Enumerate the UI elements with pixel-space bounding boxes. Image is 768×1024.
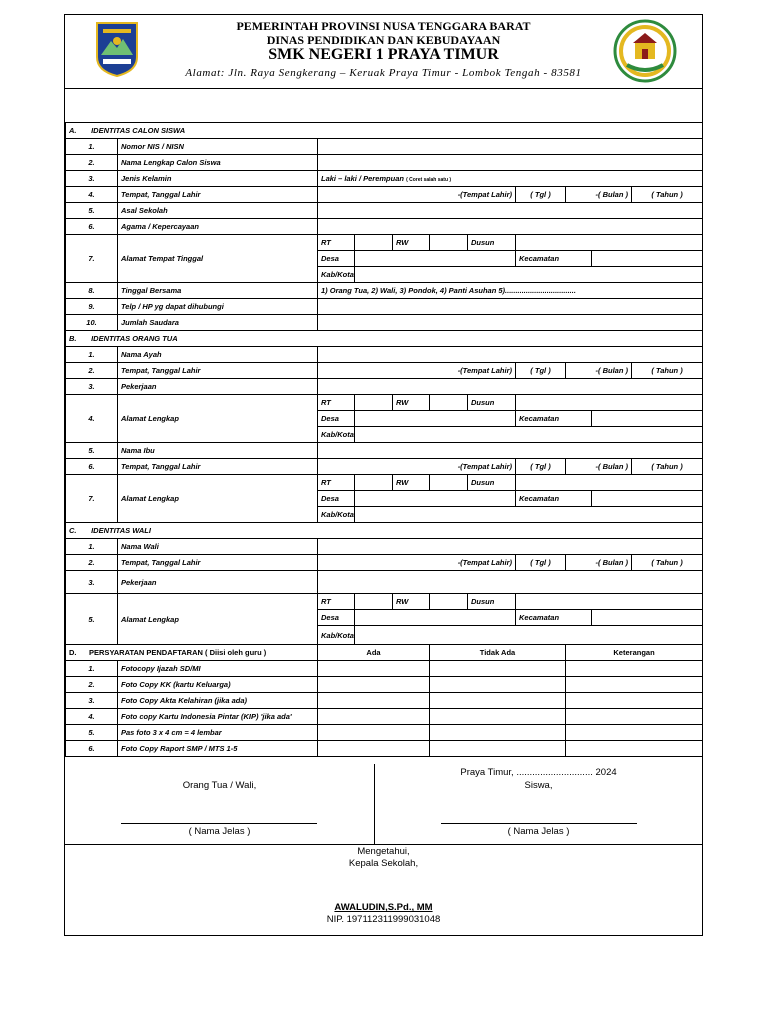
birthplace-field[interactable]: -(Tempat Lahir) bbox=[318, 459, 516, 475]
row-number: 3. bbox=[66, 693, 118, 709]
field-label: Alamat Tempat Tinggal bbox=[118, 235, 318, 283]
student-role-label: Siswa, bbox=[524, 780, 553, 791]
requirement-label: Foto copy Kartu Indonesia Pintar (KIP) 'jika ada' bbox=[118, 709, 318, 725]
ada-checkbox[interactable] bbox=[318, 709, 430, 725]
gender-options: Laki – laki / Perempuan bbox=[321, 174, 404, 183]
gov-line: PEMERINTAH PROVINSI NUSA TENGGARA BARAT bbox=[236, 19, 531, 33]
signature-divider-horizontal bbox=[65, 844, 702, 845]
field-label: Tempat, Tanggal Lahir bbox=[118, 363, 318, 379]
birth-month-field[interactable]: -( Bulan ) bbox=[566, 363, 632, 379]
kecamatan-label: Kecamatan bbox=[516, 251, 592, 267]
table-row bbox=[66, 395, 703, 411]
birth-year-field[interactable]: ( Tahun ) bbox=[632, 459, 703, 475]
desa-label: Desa bbox=[318, 411, 355, 427]
birth-month-field[interactable]: -( Bulan ) bbox=[566, 459, 632, 475]
row-number: 1. bbox=[66, 139, 118, 155]
phone-field[interactable] bbox=[318, 299, 703, 315]
field-label: Nama Ayah bbox=[118, 347, 318, 363]
table-row bbox=[66, 459, 703, 475]
birth-year-field[interactable]: ( Tahun ) bbox=[632, 187, 703, 203]
table-row bbox=[66, 555, 703, 571]
dusun-label: Dusun bbox=[468, 475, 516, 491]
kecamatan-label: Kecamatan bbox=[516, 411, 592, 427]
row-number: 4. bbox=[66, 395, 118, 443]
table-row bbox=[66, 219, 703, 235]
table-row bbox=[66, 594, 703, 610]
table-row bbox=[66, 235, 703, 251]
keterangan-field[interactable] bbox=[566, 741, 703, 757]
rw-label: RW bbox=[393, 594, 430, 610]
birth-day-field[interactable]: ( Tgl ) bbox=[516, 555, 566, 571]
row-number: 3. bbox=[66, 571, 118, 594]
parent-signature-line[interactable] bbox=[121, 823, 317, 824]
field-label: Alamat Lengkap bbox=[118, 395, 318, 443]
living-with-field[interactable]: 1) Orang Tua, 2) Wali, 3) Pondok, 4) Panti Asuhan 5).................................. bbox=[318, 283, 703, 299]
dusun-label: Dusun bbox=[468, 235, 516, 251]
row-number: 7. bbox=[66, 235, 118, 283]
kabkota-label: Kab/Kota bbox=[318, 267, 355, 283]
kabkota-field[interactable] bbox=[355, 427, 703, 443]
row-number: 1. bbox=[66, 661, 118, 677]
birth-day-field[interactable]: ( Tgl ) bbox=[516, 187, 566, 203]
section-d-header bbox=[66, 645, 703, 661]
section-c-title: IDENTITAS WALI bbox=[91, 526, 151, 535]
rt-label: RT bbox=[318, 475, 355, 491]
field-label: Nama Ibu bbox=[118, 443, 318, 459]
row-number: 7. bbox=[66, 475, 118, 523]
requirement-label: Foto Copy Akta Kelahiran (jika ada) bbox=[118, 693, 318, 709]
field-label: Tempat, Tanggal Lahir bbox=[118, 187, 318, 203]
table-row bbox=[66, 741, 703, 757]
keterangan-field[interactable] bbox=[566, 661, 703, 677]
rw-label: RW bbox=[393, 475, 430, 491]
parent-role-label: Orang Tua / Wali, bbox=[182, 780, 257, 791]
section-b-header bbox=[66, 331, 703, 347]
kabkota-field[interactable] bbox=[355, 267, 703, 283]
kabkota-field[interactable] bbox=[355, 626, 703, 645]
kecamatan-field[interactable] bbox=[592, 491, 703, 507]
ada-checkbox[interactable] bbox=[318, 677, 430, 693]
desa-field[interactable] bbox=[355, 411, 516, 427]
rt-field[interactable] bbox=[355, 235, 393, 251]
table-row bbox=[66, 203, 703, 219]
table-row bbox=[66, 347, 703, 363]
row-number: 2. bbox=[66, 155, 118, 171]
ada-checkbox[interactable] bbox=[318, 693, 430, 709]
rw-label: RW bbox=[393, 235, 430, 251]
birth-day-field[interactable]: ( Tgl ) bbox=[516, 459, 566, 475]
kecamatan-field[interactable] bbox=[592, 411, 703, 427]
row-number: 2. bbox=[66, 677, 118, 693]
dusun-field[interactable] bbox=[516, 594, 703, 610]
table-row bbox=[66, 677, 703, 693]
mother-name-field[interactable] bbox=[318, 443, 703, 459]
birth-year-field[interactable]: ( Tahun ) bbox=[632, 363, 703, 379]
full-name-field[interactable] bbox=[318, 155, 703, 171]
birth-year-field[interactable]: ( Tahun ) bbox=[632, 555, 703, 571]
row-number: 3. bbox=[66, 171, 118, 187]
school-name: SMK NEGERI 1 PRAYA TIMUR bbox=[268, 46, 499, 63]
table-row bbox=[66, 661, 703, 677]
rw-field[interactable] bbox=[430, 235, 468, 251]
dusun-label: Dusun bbox=[468, 395, 516, 411]
row-number: 1. bbox=[66, 539, 118, 555]
table-row bbox=[66, 155, 703, 171]
form-frame bbox=[64, 14, 703, 936]
field-label: Jumlah Saudara bbox=[118, 315, 318, 331]
guardian-job-field[interactable] bbox=[318, 571, 703, 594]
nisn-field[interactable] bbox=[318, 139, 703, 155]
letterhead bbox=[65, 15, 702, 87]
ada-checkbox[interactable] bbox=[318, 725, 430, 741]
section-b-title: IDENTITAS ORANG TUA bbox=[91, 334, 178, 343]
parent-name-label: ( Nama Jelas ) bbox=[188, 826, 251, 837]
table-row bbox=[66, 315, 703, 331]
field-label: Alamat Lengkap bbox=[118, 594, 318, 645]
siblings-field[interactable] bbox=[318, 315, 703, 331]
kabkota-label: Kab/Kota bbox=[318, 427, 355, 443]
field-label: Nomor NIS / NISN bbox=[118, 139, 318, 155]
row-number: 6. bbox=[66, 741, 118, 757]
school-logo bbox=[613, 19, 677, 88]
ada-checkbox[interactable] bbox=[318, 741, 430, 757]
registration-table bbox=[65, 122, 703, 757]
field-label: Pekerjaan bbox=[118, 379, 318, 395]
tidak-ada-checkbox[interactable] bbox=[430, 741, 566, 757]
requirement-label: Foto Copy KK (kartu Keluarga) bbox=[118, 677, 318, 693]
section-a-letter: A. bbox=[69, 126, 77, 135]
birth-month-field[interactable]: -( Bulan ) bbox=[566, 555, 632, 571]
row-number: 2. bbox=[66, 363, 118, 379]
rw-label: RW bbox=[393, 395, 430, 411]
field-label: Asal Sekolah bbox=[118, 203, 318, 219]
table-row bbox=[66, 187, 703, 203]
section-d-letter: D. bbox=[69, 648, 77, 657]
headmaster-name: AWALUDIN,S.Pd., MM bbox=[334, 902, 433, 913]
row-number: 9. bbox=[66, 299, 118, 315]
requirement-label: Fotocopy Ijazah SD/MI bbox=[118, 661, 318, 677]
keterangan-field[interactable] bbox=[566, 725, 703, 741]
gender-note: ( Coret salah satu ) bbox=[406, 177, 452, 183]
desa-field[interactable] bbox=[355, 251, 516, 267]
row-number: 5. bbox=[66, 443, 118, 459]
table-row bbox=[66, 443, 703, 459]
desa-label: Desa bbox=[318, 491, 355, 507]
row-number: 3. bbox=[66, 379, 118, 395]
table-row bbox=[66, 693, 703, 709]
father-job-field[interactable] bbox=[318, 379, 703, 395]
kabkota-field[interactable] bbox=[355, 507, 703, 523]
rw-field[interactable] bbox=[430, 475, 468, 491]
keterangan-field[interactable] bbox=[566, 677, 703, 693]
table-row bbox=[66, 283, 703, 299]
section-a-title: IDENTITAS CALON SISWA bbox=[91, 126, 186, 135]
row-number: 4. bbox=[66, 709, 118, 725]
religion-field[interactable] bbox=[318, 219, 703, 235]
field-label: Jenis Kelamin bbox=[118, 171, 318, 187]
date-line: Praya Timur, ............................. 2024 bbox=[460, 767, 617, 778]
rt-label: RT bbox=[318, 235, 355, 251]
desa-field[interactable] bbox=[355, 491, 516, 507]
table-row bbox=[66, 171, 703, 187]
table-row bbox=[66, 571, 703, 594]
requirement-label: Pas foto 3 x 4 cm = 4 lembar bbox=[118, 725, 318, 741]
table-row bbox=[66, 539, 703, 555]
col-header-keterangan: Keterangan bbox=[566, 645, 703, 661]
field-label: Agama / Kepercayaan bbox=[118, 219, 318, 235]
birthplace-field[interactable]: -(Tempat Lahir) bbox=[318, 555, 516, 571]
tidak-ada-checkbox[interactable] bbox=[430, 725, 566, 741]
row-number: 5. bbox=[66, 725, 118, 741]
row-number: 6. bbox=[66, 459, 118, 475]
headmaster-role-label: Kepala Sekolah, bbox=[348, 858, 419, 869]
rt-field[interactable] bbox=[355, 594, 393, 610]
dusun-field[interactable] bbox=[516, 235, 703, 251]
rw-field[interactable] bbox=[430, 395, 468, 411]
row-number: 8. bbox=[66, 283, 118, 299]
guardian-name-field[interactable] bbox=[318, 539, 703, 555]
row-number: 6. bbox=[66, 219, 118, 235]
requirement-label: Foto Copy Raport SMP / MTS 1-5 bbox=[118, 741, 318, 757]
desa-field[interactable] bbox=[355, 610, 516, 626]
rt-label: RT bbox=[318, 594, 355, 610]
table-row bbox=[66, 299, 703, 315]
field-label: Tempat, Tanggal Lahir bbox=[118, 459, 318, 475]
col-header-ada: Ada bbox=[318, 645, 430, 661]
kabkota-label: Kab/Kota bbox=[318, 626, 355, 645]
keterangan-field[interactable] bbox=[566, 693, 703, 709]
mengetahui-label: Mengetahui, bbox=[357, 846, 410, 857]
desa-label: Desa bbox=[318, 251, 355, 267]
headmaster-nip: NIP. 197112311999031048 bbox=[326, 914, 441, 925]
table-row bbox=[66, 363, 703, 379]
gender-field[interactable] bbox=[318, 171, 703, 187]
school-address: Alamat: Jln. Raya Sengkerang – Keruak Praya Timur - Lombok Tengah - 83581 bbox=[185, 67, 582, 79]
rt-field[interactable] bbox=[355, 395, 393, 411]
col-header-tidak-ada: Tidak Ada bbox=[430, 645, 566, 661]
kecamatan-label: Kecamatan bbox=[516, 610, 592, 626]
row-number: 1. bbox=[66, 347, 118, 363]
row-number: 5. bbox=[66, 594, 118, 645]
table-row bbox=[66, 139, 703, 155]
rt-label: RT bbox=[318, 395, 355, 411]
field-label: Telp / HP yg dapat dihubungi bbox=[118, 299, 318, 315]
field-label: Tempat, Tanggal Lahir bbox=[118, 555, 318, 571]
field-label: Pekerjaan bbox=[118, 571, 318, 594]
field-label: Nama Lengkap Calon Siswa bbox=[118, 155, 318, 171]
section-b-letter: B. bbox=[69, 334, 77, 343]
student-name-label: ( Nama Jelas ) bbox=[507, 826, 570, 837]
dusun-field[interactable] bbox=[516, 395, 703, 411]
section-a-header bbox=[66, 123, 703, 139]
row-number: 5. bbox=[66, 203, 118, 219]
table-row bbox=[66, 379, 703, 395]
table-row bbox=[66, 475, 703, 491]
dept-line: DINAS PENDIDIKAN DAN KEBUDAYAAN bbox=[266, 33, 501, 47]
section-d-title: PERSYARATAN PENDAFTARAN ( Diisi oleh guru ) bbox=[89, 648, 267, 657]
student-signature-line[interactable] bbox=[441, 823, 637, 824]
field-label: Nama Wali bbox=[118, 539, 318, 555]
field-label: Tinggal Bersama bbox=[118, 283, 318, 299]
ada-checkbox[interactable] bbox=[318, 661, 430, 677]
dusun-field[interactable] bbox=[516, 475, 703, 491]
tidak-ada-checkbox[interactable] bbox=[430, 661, 566, 677]
keterangan-field[interactable] bbox=[566, 709, 703, 725]
section-c-letter: C. bbox=[69, 526, 77, 535]
kecamatan-field[interactable] bbox=[592, 251, 703, 267]
section-c-header bbox=[66, 523, 703, 539]
kabkota-label: Kab/Kota bbox=[318, 507, 355, 523]
rw-field[interactable] bbox=[430, 594, 468, 610]
table-row bbox=[66, 725, 703, 741]
kecamatan-field[interactable] bbox=[592, 610, 703, 626]
tidak-ada-checkbox[interactable] bbox=[430, 677, 566, 693]
desa-label: Desa bbox=[318, 610, 355, 626]
row-number: 2. bbox=[66, 555, 118, 571]
table-row bbox=[66, 709, 703, 725]
row-number: 10. bbox=[66, 315, 118, 331]
birthplace-field[interactable]: -(Tempat Lahir) bbox=[318, 363, 516, 379]
field-label: Alamat Lengkap bbox=[118, 475, 318, 523]
origin-school-field[interactable] bbox=[318, 203, 703, 219]
birth-day-field[interactable]: ( Tgl ) bbox=[516, 363, 566, 379]
birthplace-field[interactable]: -(Tempat Lahir) bbox=[318, 187, 516, 203]
tidak-ada-checkbox[interactable] bbox=[430, 693, 566, 709]
tidak-ada-checkbox[interactable] bbox=[430, 709, 566, 725]
birth-month-field[interactable]: -( Bulan ) bbox=[566, 187, 632, 203]
dusun-label: Dusun bbox=[468, 594, 516, 610]
kecamatan-label: Kecamatan bbox=[516, 491, 592, 507]
row-number: 4. bbox=[66, 187, 118, 203]
rt-field[interactable] bbox=[355, 475, 393, 491]
header-rule bbox=[65, 88, 702, 89]
father-name-field[interactable] bbox=[318, 347, 703, 363]
